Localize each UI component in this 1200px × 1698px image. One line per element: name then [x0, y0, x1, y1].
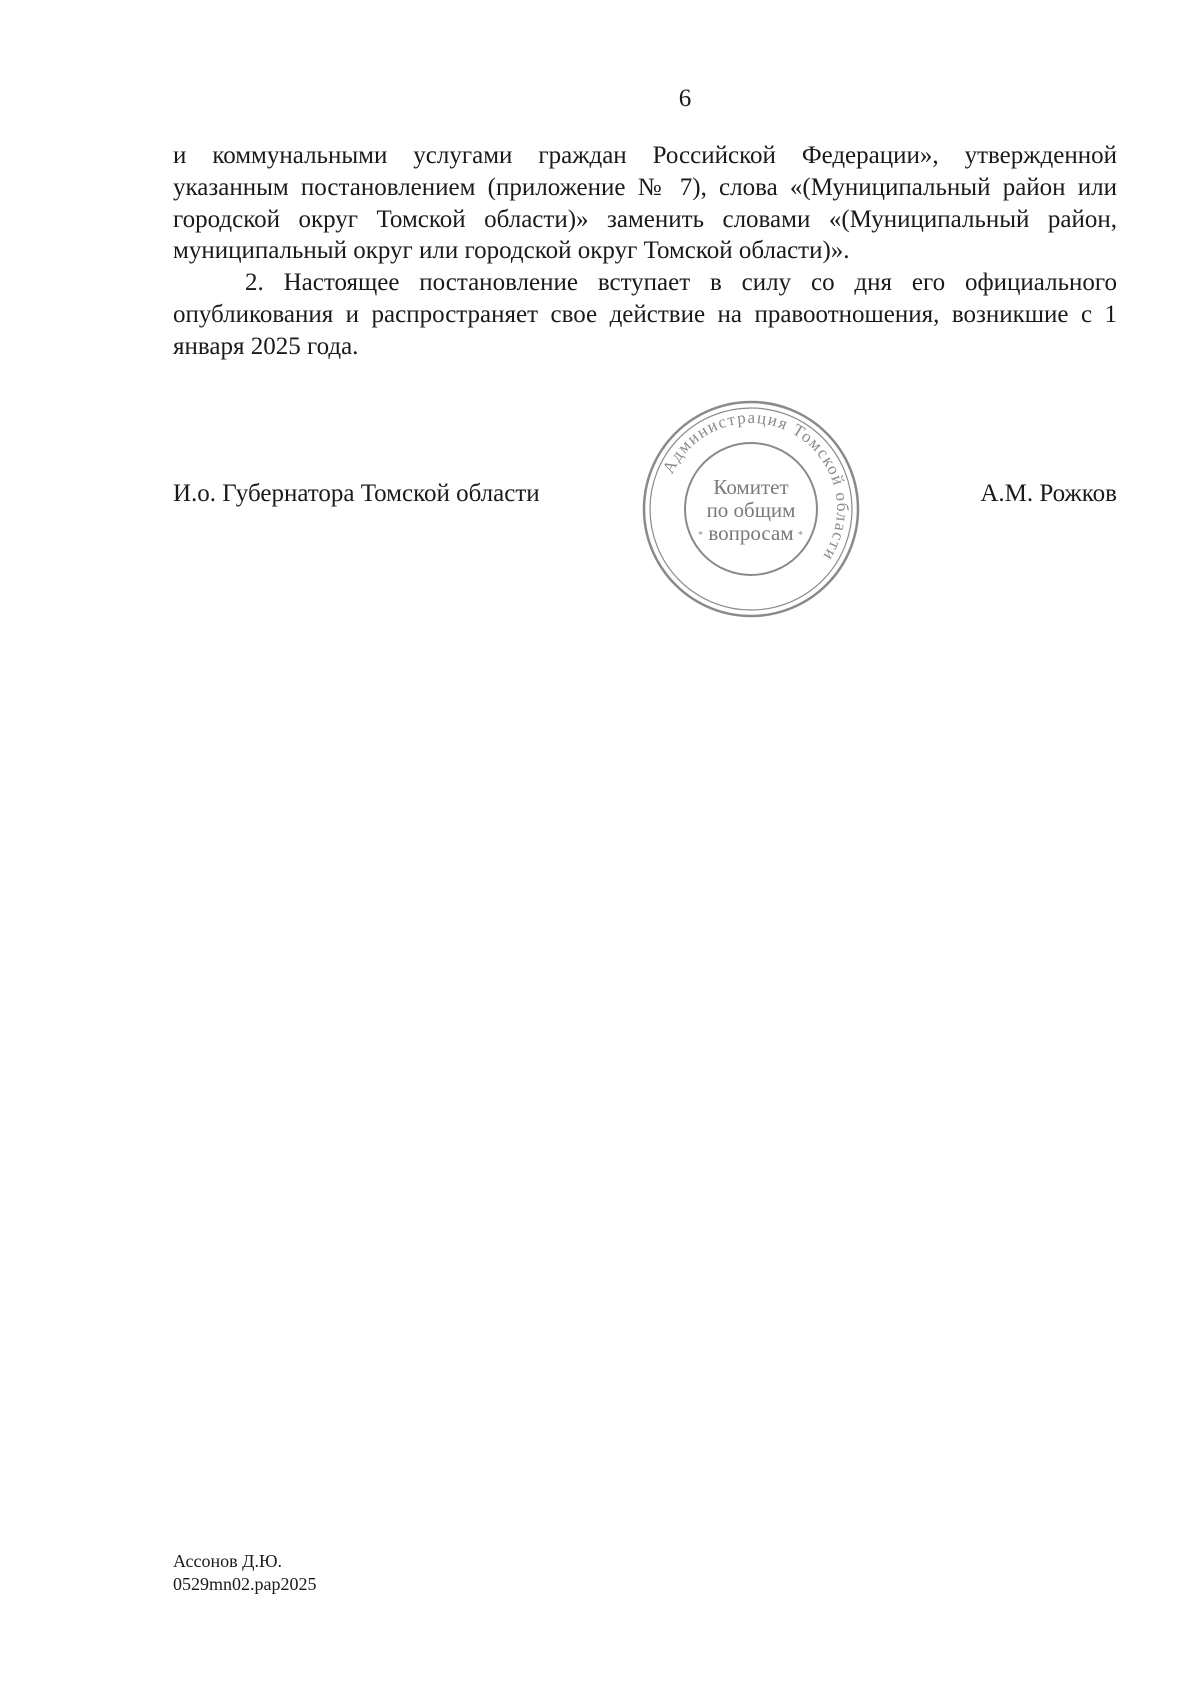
seal-center-line-1: Комитет	[713, 475, 789, 499]
svg-text:*: *	[798, 530, 803, 541]
footer-author: Ассонов Д.Ю.	[173, 1551, 282, 1571]
seal-ring-text: Администрация Томской области	[658, 407, 853, 565]
paragraph-item-2: 2. Настоящее постановление вступает в силу со дня его официального опубликования и распространяет свое действие на правоотношения, возникшие с 1 января 2025 года.	[173, 269, 1117, 360]
seal-center-line-2: по общим	[706, 498, 796, 522]
seal-center-line-3: вопросам	[708, 521, 794, 545]
official-seal	[640, 398, 862, 620]
paragraph-continuation: и коммунальными услугами граждан Российской Федерации», утвержденной указанным постановлением (приложение № 7), слова «(Муниципальный район или городской округ Томской области)» заменить словами «(Муниципальный район, муниципальный округ или городской округ Томской области)».	[173, 142, 1117, 265]
document-body	[173, 140, 1117, 363]
document-footer	[173, 1550, 317, 1596]
page-number: 6	[678, 85, 692, 112]
footer-doc-code: 0529mn02.pap2025	[173, 1574, 317, 1594]
signatory-name: А.М. Рожков	[980, 480, 1117, 507]
signatory-position: И.о. Губернатора Томской области	[173, 480, 540, 507]
svg-text:*: *	[698, 530, 703, 541]
